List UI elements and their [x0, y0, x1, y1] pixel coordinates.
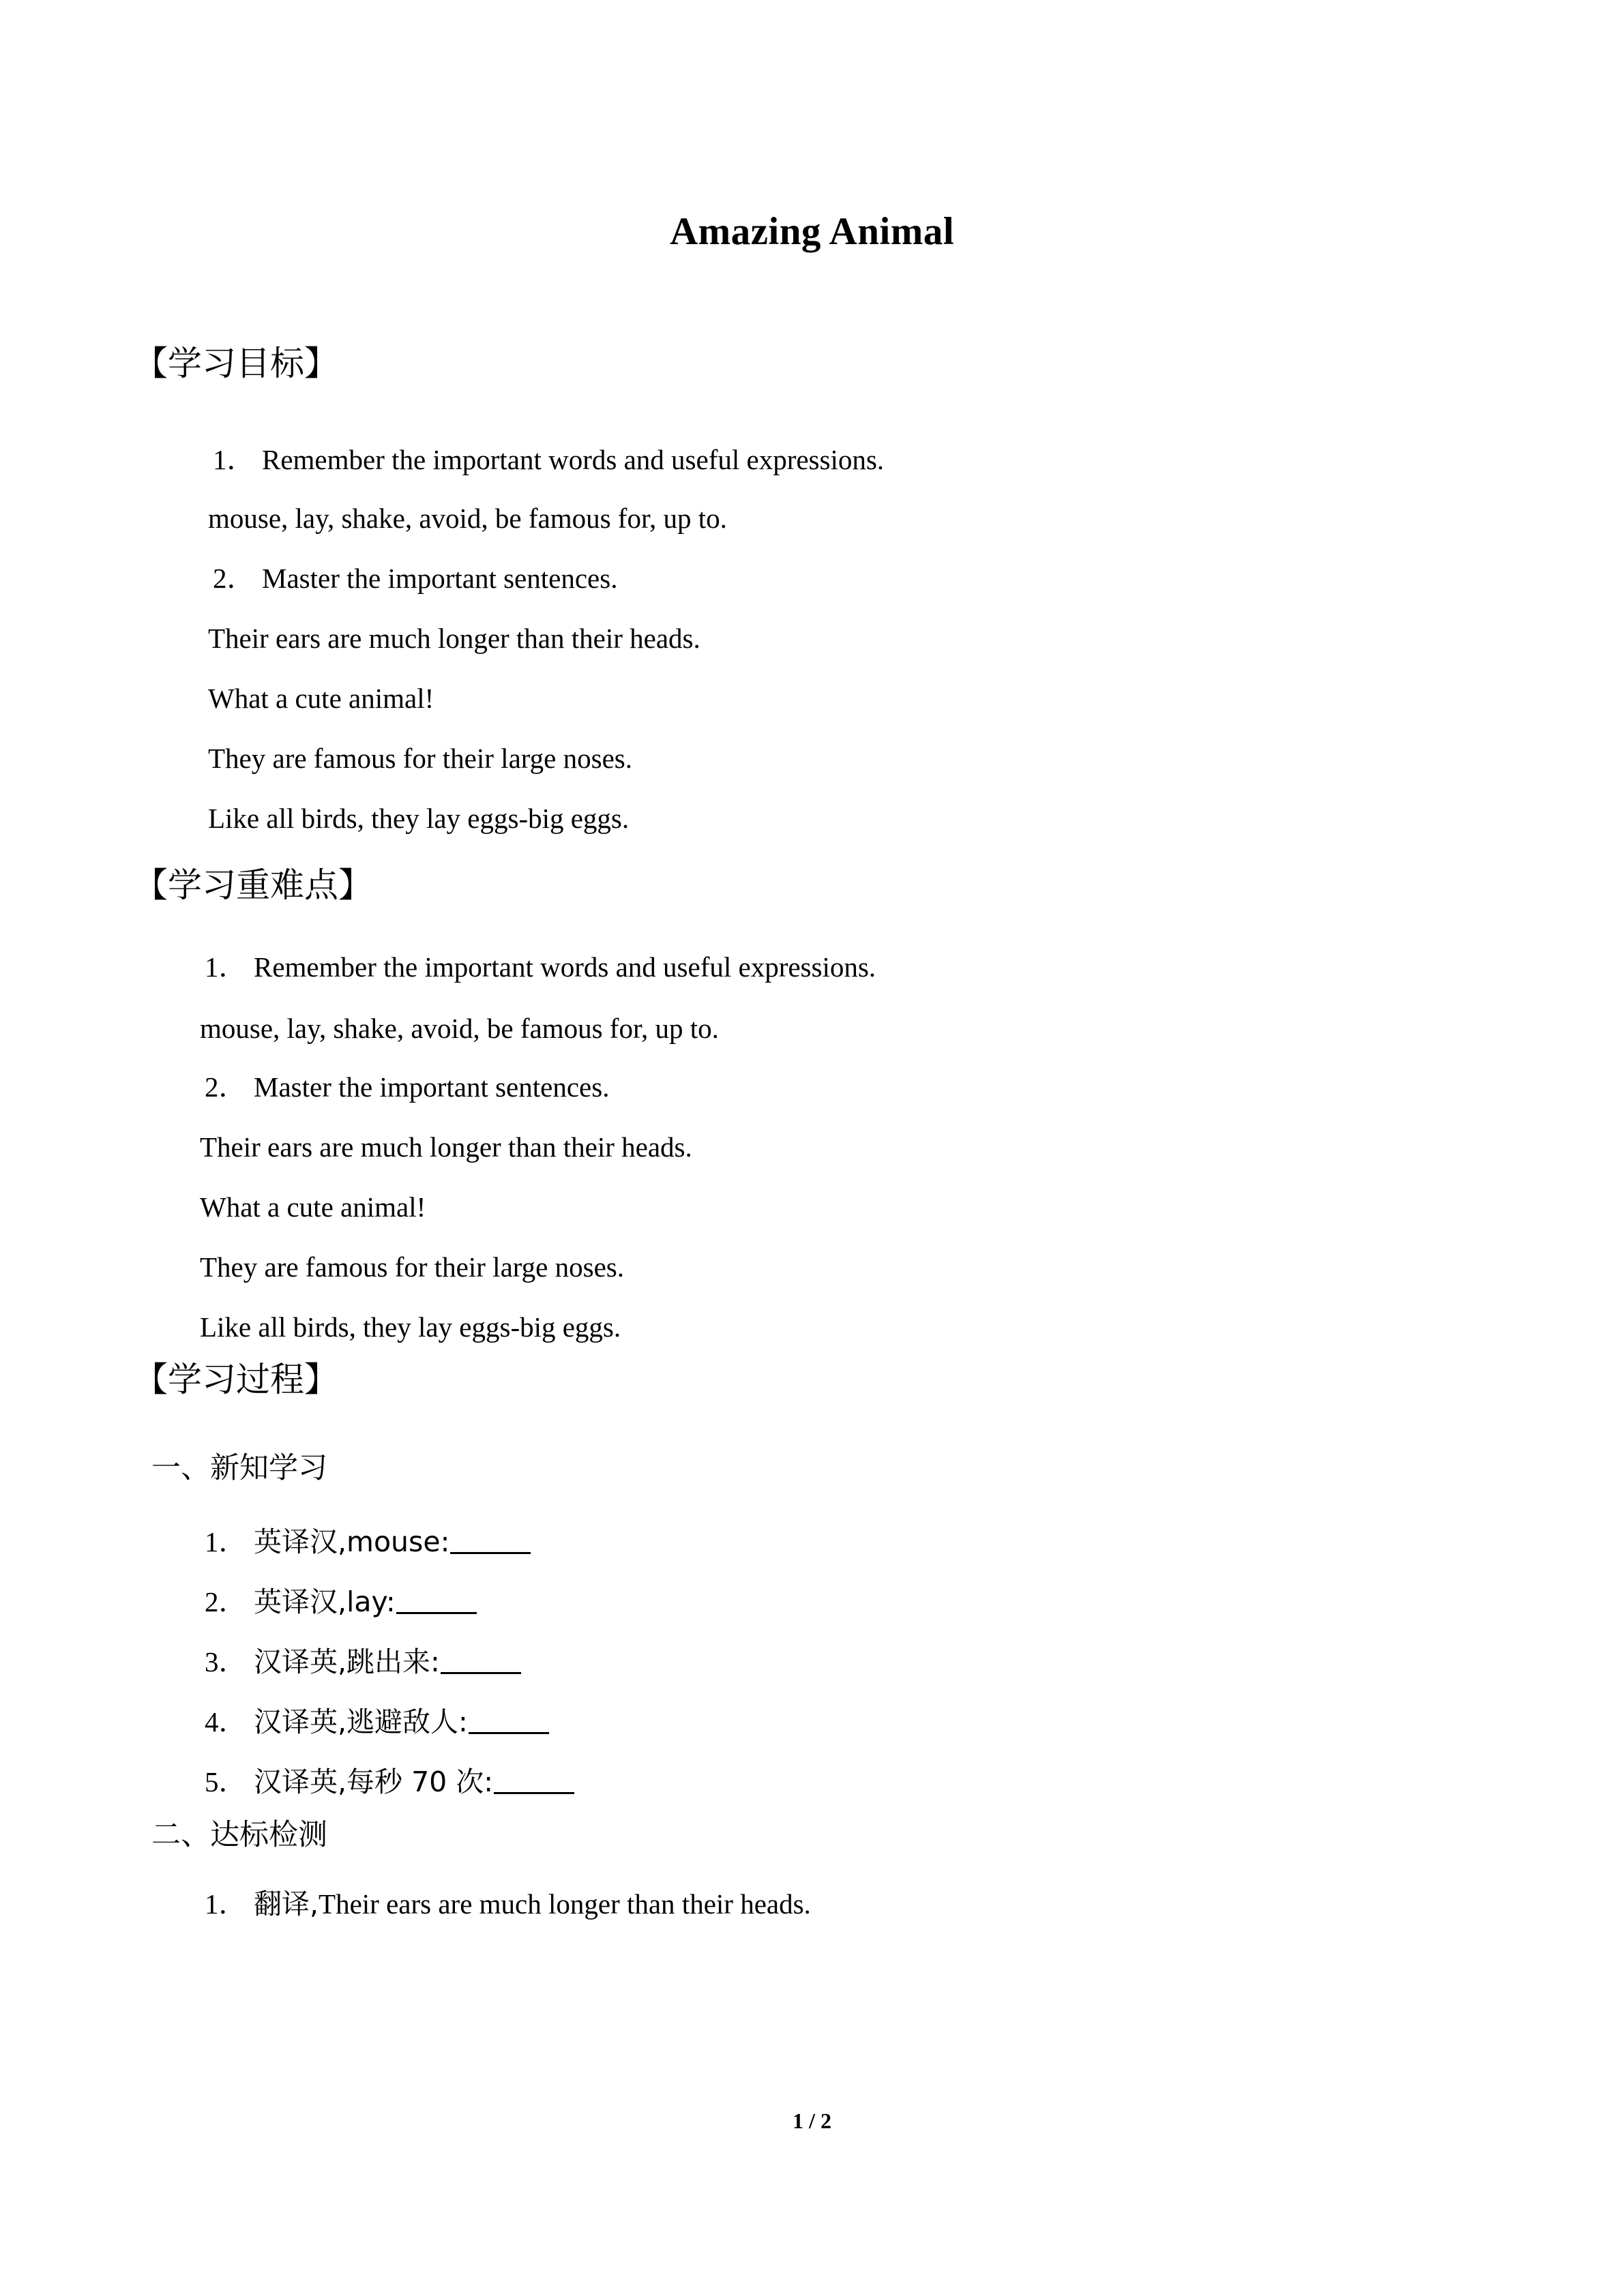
list-text: Remember the important words and useful expressions.	[254, 951, 876, 983]
objective-sentence-3: They are famous for their large noses.	[208, 743, 632, 774]
exercise-item-5	[205, 1765, 574, 1799]
assessment-prompt: 翻译,	[254, 1888, 319, 1920]
keypoint-sentence-2: What a cute animal!	[200, 1191, 426, 1223]
list-text: Master the important sentences.	[254, 1071, 610, 1103]
list-marker: 1．	[205, 1888, 247, 1920]
exercise-prompt: 英译汉,lay:	[254, 1585, 396, 1618]
exercise-item-2	[205, 1585, 477, 1619]
answer-blank[interactable]	[469, 1732, 549, 1734]
page-title: Amazing Animal	[669, 210, 955, 253]
objective-sentence-4: Like all birds, they lay eggs-big eggs.	[208, 803, 630, 834]
exercise-item-3	[205, 1645, 521, 1679]
section-heading-key-difficult-points: 【学习重难点】	[134, 865, 372, 905]
list-marker: 1．	[205, 1526, 247, 1557]
objective-item-2	[213, 562, 617, 595]
keypoint-item-2	[205, 1071, 609, 1104]
exercise-prompt: 英译汉,mouse:	[254, 1525, 450, 1558]
list-marker: 2．	[213, 563, 255, 594]
keypoint-vocabulary-line: mouse, lay, shake, avoid, be famous for, up to.	[200, 1013, 719, 1044]
keypoint-sentence-4: Like all birds, they lay eggs-big eggs.	[200, 1311, 621, 1343]
exercise-prompt: 汉译英,逃避敌人:	[254, 1705, 468, 1738]
exercise-prompt: 汉译英,跳出来:	[254, 1645, 440, 1678]
list-text: Remember the important words and useful expressions.	[262, 444, 885, 475]
subsection-heading-assessment: 二、达标检测	[151, 1818, 327, 1852]
list-marker: 4．	[205, 1706, 247, 1738]
objective-sentence-1: Their ears are much longer than their heads.	[208, 623, 700, 654]
section-heading-learning-process: 【学习过程】	[134, 1360, 338, 1399]
subsection-heading-new-knowledge: 一、新知学习	[151, 1451, 327, 1485]
section-heading-learning-objectives: 【学习目标】	[134, 344, 338, 383]
keypoint-sentence-3: They are famous for their large noses.	[200, 1251, 624, 1283]
assessment-sentence: Their ears are much longer than their heads.	[319, 1888, 811, 1920]
list-text: Master the important sentences.	[262, 563, 618, 594]
answer-blank[interactable]	[396, 1612, 477, 1614]
objective-item-1	[213, 443, 884, 477]
list-marker: 1．	[205, 951, 247, 983]
list-marker: 3．	[205, 1646, 247, 1678]
objective-vocabulary-line: mouse, lay, shake, avoid, be famous for, up to.	[208, 503, 727, 534]
list-marker: 5．	[205, 1766, 247, 1798]
answer-blank[interactable]	[450, 1552, 531, 1554]
list-marker: 2．	[205, 1071, 247, 1103]
exercise-item-1	[205, 1525, 531, 1559]
list-marker: 2．	[205, 1586, 247, 1617]
keypoint-sentence-1: Their ears are much longer than their heads.	[200, 1131, 692, 1163]
answer-blank[interactable]	[441, 1672, 521, 1674]
assessment-item-1	[205, 1888, 811, 1921]
exercise-item-4	[205, 1705, 549, 1739]
exercise-prompt: 汉译英,每秒 70 次:	[254, 1765, 494, 1798]
answer-blank[interactable]	[494, 1792, 574, 1794]
objective-sentence-2: What a cute animal!	[208, 683, 434, 714]
list-marker: 1．	[213, 444, 255, 475]
page-number-footer: 1 / 2	[793, 2108, 831, 2133]
keypoint-item-1	[205, 951, 876, 984]
